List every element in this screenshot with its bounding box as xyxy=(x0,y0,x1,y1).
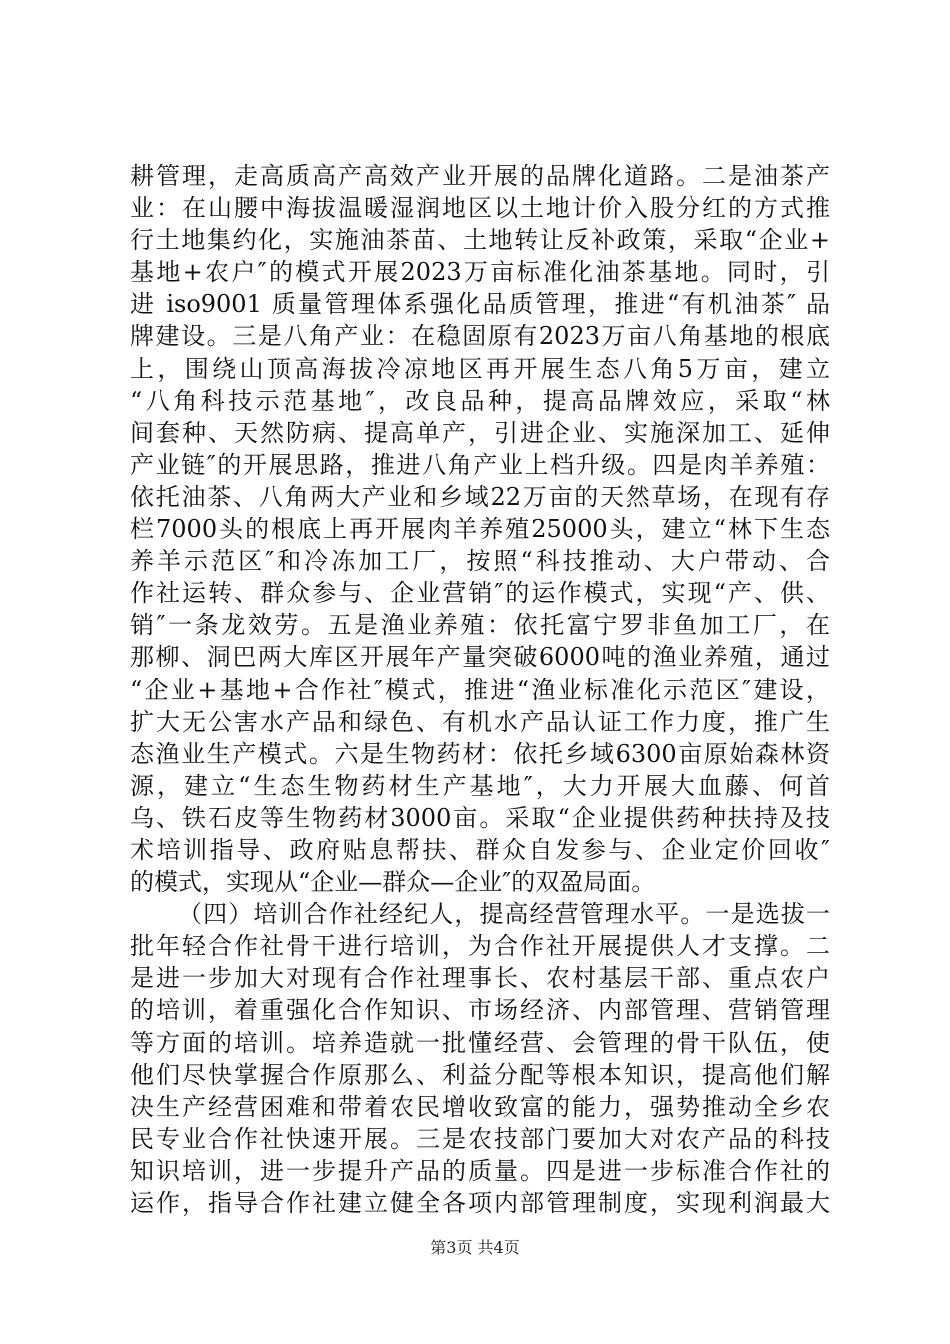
text-line: 业：在山腰中海拔温暖湿润地区以土地计价入股分红的方式推 xyxy=(130,194,830,223)
text-line: 销″一条龙效劳。五是渔业养殖：依托富宁罗非鱼加工厂，在 xyxy=(130,611,830,640)
text-line: 栏7000头的根底上再开展肉羊养殖25000头，建立“林下生态 xyxy=(130,515,830,544)
text-line: 态渔业生产模式。六是生物药材：依托乡域6300亩原始森林资 xyxy=(130,739,830,768)
text-line: 源，建立“生态生物药材生产基地″，大力开展大血藤、何首 xyxy=(130,771,830,800)
text-line: 那柳、洞巴两大库区开展年产量突破6000吨的渔业养殖，通过 xyxy=(130,643,830,672)
text-line: （四）培训合作社经纪人，提高经营管理水平。一是选拔一 xyxy=(178,900,830,929)
page-footer: 第3页 共4页 xyxy=(430,1238,520,1257)
text-line: “企业+基地+合作社″模式，推进“渔业标准化示范区″建设， xyxy=(130,675,830,704)
text-line: 的模式，实现从“企业—群众—企业″的双盈局面。 xyxy=(130,868,656,897)
text-line: 术培训指导、政府贴息帮扶、群众自发参与、企业定价回收″ xyxy=(130,835,830,864)
text-line: 的培训，着重强化合作知识、市场经济、内部管理、营销管理 xyxy=(130,996,830,1025)
text-line: 进 iso9001 质量管理体系强化品质管理，推进“有机油茶″ 品 xyxy=(130,290,830,319)
text-line: “八角科技示范基地″，改良品种，提高品牌效应，采取“林 xyxy=(130,386,830,415)
text-line: 牌建设。三是八角产业：在稳固原有2023万亩八角基地的根底 xyxy=(130,322,830,351)
text-line: 耕管理，走高质高产高效产业开展的品牌化道路。二是油茶产 xyxy=(130,162,830,190)
text-line: 基地+农户″的模式开展2023万亩标准化油茶基地。同时，引 xyxy=(130,258,830,287)
text-line: 批年轻合作社骨干进行培训，为合作社开展提供人才支撑。二 xyxy=(130,932,830,961)
text-line: 运作，指导合作社建立健全各项内部管理制度，实现利润最大 xyxy=(130,1189,830,1217)
text-line: 作社运转、群众参与、企业营销″的运作模式，实现“产、供、 xyxy=(130,579,830,608)
text-line: 养羊示范区″和冷冻加工厂，按照“科技推动、大户带动、合 xyxy=(130,547,830,576)
text-line: 间套种、天然防病、提高单产，引进企业、实施深加工、延伸 xyxy=(130,418,830,447)
text-line: 扩大无公害水产品和绿色、有机水产品认证工作力度，推广生 xyxy=(130,707,830,736)
text-line: 等方面的培训。培养造就一批懂经营、会管理的骨干队伍，使 xyxy=(130,1028,830,1057)
text-line: 民专业合作社快速开展。三是农技部门要加大对农产品的科技 xyxy=(130,1124,830,1153)
text-line: 是进一步加大对现有合作社理事长、农村基层干部、重点农户 xyxy=(130,964,830,993)
text-line: 乌、铁石皮等生物药材3000亩。采取“企业提供药种扶持及技 xyxy=(130,803,830,832)
body-text xyxy=(130,160,830,1219)
text-line: 他们尽快掌握合作原那么、利益分配等根本知识，提高他们解 xyxy=(130,1060,830,1089)
text-line: 知识培训，进一步提升产品的质量。四是进一步标准合作社的 xyxy=(130,1156,830,1185)
text-line: 行土地集约化，实施油茶苗、土地转让反补政策，采取“企业+ xyxy=(130,226,830,255)
text-line: 上，围绕山顶高海拔冷凉地区再开展生态八角5万亩，建立 xyxy=(130,354,830,383)
text-line: 决生产经营困难和带着农民增收致富的能力，强势推动全乡农 xyxy=(130,1092,830,1121)
text-line: 依托油茶、八角两大产业和乡域22万亩的天然草场，在现有存 xyxy=(130,482,830,511)
text-line: 产业链″的开展思路，推进八角产业上档升级。四是肉羊养殖： xyxy=(130,450,830,479)
